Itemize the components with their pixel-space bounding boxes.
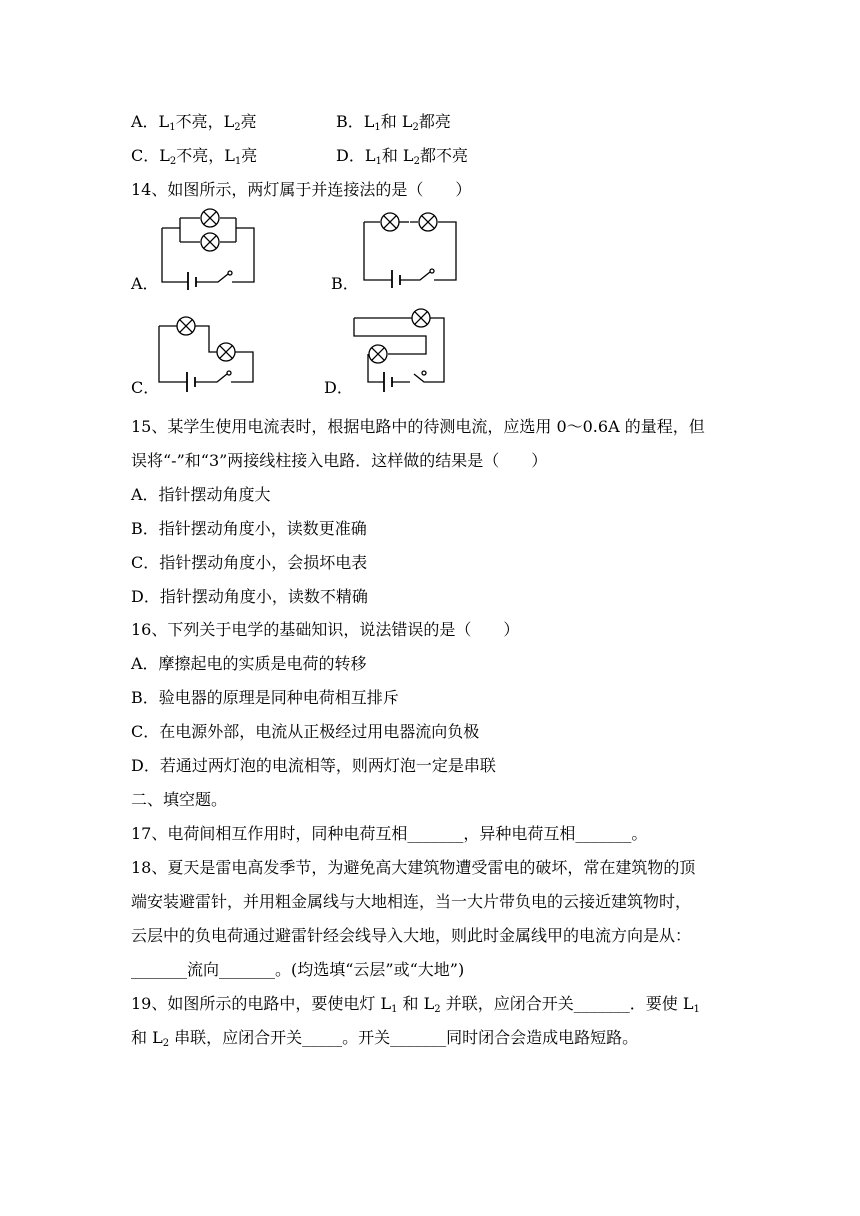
q16-option-d: D．若通过两灯泡的电流相等，则两灯泡一定是串联 <box>131 756 496 775</box>
q15-option-b: B．指针摆动角度小，读数更准确 <box>131 519 367 538</box>
q15-option-a: A．指针摆动角度大 <box>131 485 271 504</box>
q16-stem: 16、下列关于电学的基础知识，说法错误的是（ ） <box>131 620 520 639</box>
q14-label-b: B． <box>331 274 359 293</box>
q16-option-c: C．在电源外部，电流从正极经过用电器流向负极 <box>131 722 480 741</box>
q14-stem: 14、如图所示，两灯属于并连接法的是（ ） <box>131 180 472 199</box>
q18-line4: _______流向_______。(均选填“云层”或“大地”) <box>131 960 465 979</box>
circuit-diagram-c <box>153 312 259 396</box>
q19-line2: 和 $L_2$ 串联，应闭合开关_____。开关_______同时闭合会造成电路短路。 <box>131 1028 639 1049</box>
q15-stem-line2: 误将“-”和“3”两接线柱接入电路．这样做的结果是（ ） <box>131 451 548 470</box>
q15-option-c: C．指针摆动角度小，会损坏电表 <box>131 553 368 572</box>
circuit-diagram-b <box>360 208 460 288</box>
q13-option-a: A．$L_1$不亮，$L_2$亮 <box>131 112 257 133</box>
q13-option-d: D．$L_1$和 $L_2$都不亮 <box>336 146 468 167</box>
q16-option-a: A．摩擦起电的实质是电荷的转移 <box>131 654 367 673</box>
q14-label-d: D． <box>324 378 353 397</box>
q17-text: 17、电荷间相互作用时，同种电荷互相_______，异种电荷互相_______。 <box>131 824 648 843</box>
q18-line3: 云层中的负电荷通过避雷针经会线导入大地，则此时金属线甲的电流方向是从： <box>131 926 692 945</box>
q14-label-a: A． <box>131 274 159 293</box>
circuit-diagram-a <box>156 206 260 290</box>
q14-label-c: C． <box>131 378 160 397</box>
section-heading: 二、填空题。 <box>131 790 228 809</box>
q13-option-c: C．$L_2$不亮，$L_1$亮 <box>131 146 258 167</box>
q18-line2: 端安装避雷针，并用粗金属线与大地相连，当一大片带负电的云接近建筑物时， <box>131 892 692 911</box>
q16-option-b: B．验电器的原理是同种电荷相互排斥 <box>131 688 399 707</box>
circuit-diagram-d <box>348 306 452 396</box>
q15-option-d: D．指针摆动角度小，读数不精确 <box>131 587 368 606</box>
q13-option-b: B．$L_1$和 $L_2$都亮 <box>336 112 451 133</box>
q18-line1: 18、夏天是雷电高发季节，为避免高大建筑物遭受雷电的破坏，常在建筑物的顶 <box>131 858 696 877</box>
q15-stem-line1: 15、某学生使用电流表时，根据电路中的待测电流，应选用 0～0.6A 的量程，但 <box>131 417 705 436</box>
q19-line1: 19、如图所示的电路中，要使电灯 $L_1$ 和 $L_2$ 并联，应闭合开关_______．要使 $L_1$ <box>131 994 700 1015</box>
